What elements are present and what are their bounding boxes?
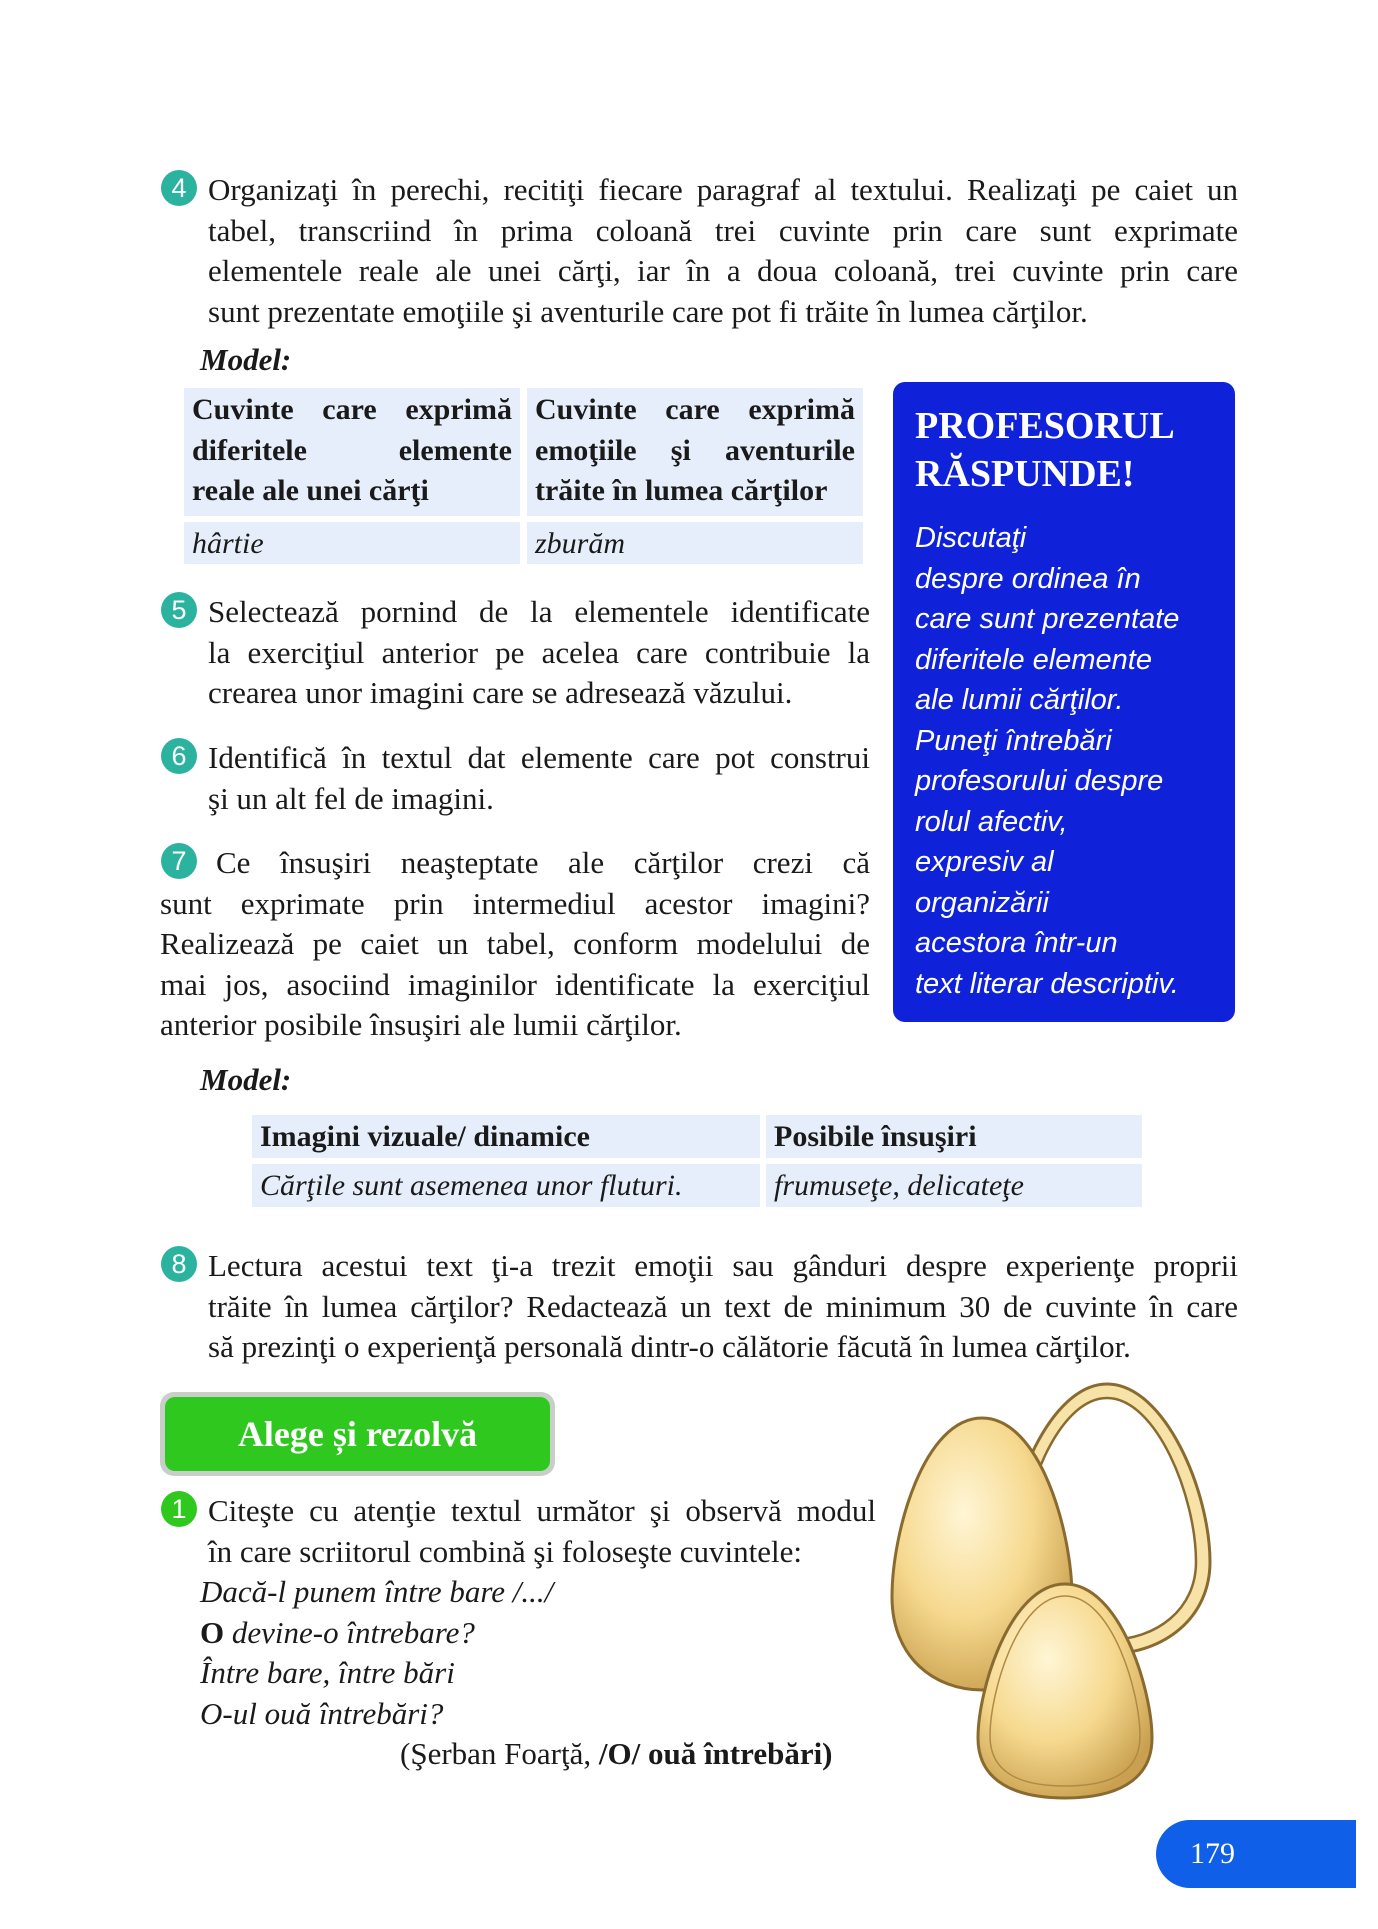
text-line: Ce însuşiri neaşteptate ale cărţilor crezi că — [216, 845, 870, 880]
text-line: Citeşte cu atenţie textul următor şi observă modul — [208, 1493, 876, 1528]
table2-cell: frumuseţe, delicateţe — [766, 1164, 1142, 1207]
exercise-6-text — [208, 738, 870, 819]
exercise-5-text — [208, 592, 870, 714]
title-line: RĂSPUNDE! — [915, 453, 1135, 495]
table2-cell: Cărţile sunt asemenea unor fluturi. — [252, 1164, 760, 1207]
text-line: Selectează pornind de la elementele identificate — [208, 594, 870, 629]
poem-line-rest: devine-o întrebare? — [224, 1614, 475, 1650]
text-line: la exerciţiul anterior pe acelea care contribuie la — [208, 634, 870, 670]
text-line: să prezinţi o experienţă personală dintr-o călătorie făcută în lumea cărţilor. — [208, 1329, 1131, 1364]
sidebar-line: despre ordinea în — [915, 562, 1141, 595]
text-line: mai jos, asociind imaginilor identificate la exerciţiul — [160, 966, 870, 1002]
text-line: sunt prezentate emoţiile şi aventurile care pot fi trăite în lumea cărţilor. — [208, 293, 1088, 329]
citation-title: /O/ ouă întrebări) — [598, 1736, 833, 1771]
teacher-answers-title — [915, 402, 1213, 498]
sidebar-line: diferitele elemente — [915, 643, 1152, 676]
sidebar-line: acestora într-un — [915, 927, 1118, 959]
exercise-number-badge: 4 — [161, 170, 197, 206]
teacher-answers-body — [915, 518, 1213, 1004]
table2-header-cell-1: Imagini vizuale/ dinamice — [252, 1115, 760, 1158]
citation-author: (Şerban Foarţă, — [400, 1736, 599, 1771]
sidebar-line: expresiv al — [915, 846, 1054, 878]
choose-and-solve-button[interactable] — [160, 1392, 555, 1476]
table1-cell: hârtie — [184, 522, 520, 564]
text-line: Identifică în textul dat elemente care pot construi — [208, 740, 870, 775]
header-line: reale ale unei cărţi — [192, 474, 429, 507]
eggs-illustration — [880, 1372, 1220, 1802]
sidebar-line: Discutaţi — [915, 522, 1027, 554]
sidebar-line: organizării — [915, 886, 1049, 919]
exercise-number-badge: 6 — [161, 738, 197, 774]
table1-header-cell-2 — [527, 388, 863, 516]
text-line: Realizează pe caiet un tabel, conform modelului de — [160, 926, 870, 961]
citation — [400, 1734, 880, 1775]
poem-line: Dacă-l punem între bare /.../ — [200, 1574, 554, 1609]
header-line: diferitele elemente — [192, 433, 512, 467]
header-line: Cuvinte care exprimă — [192, 393, 512, 426]
text-line: trăite în lumea cărţilor? Redactează un text de minimum 30 de cuvinte în care — [208, 1288, 1238, 1324]
text-line: tabel, transcriind în prima coloană trei cuvinte prin care sunt exprimate — [208, 212, 1238, 248]
poem-line: O-ul ouă întrebări? — [200, 1695, 444, 1731]
header-line: Cuvinte care exprimă — [535, 393, 855, 426]
text-line: în care scriitorul combină şi foloseşte cuvintele: — [208, 1533, 802, 1569]
task-1-text — [208, 1491, 876, 1572]
exercise-7-text — [160, 843, 870, 1046]
text-line: Lectura acestui text ţi-a trezit emoţii sau gânduri despre experienţe proprii — [208, 1248, 1238, 1283]
choose-and-solve-label: Alege și rezolvă — [165, 1397, 550, 1471]
text-line: elementele reale ale unei cărţi, iar în a doua coloană, trei cuvinte prin care — [208, 253, 1238, 288]
exercise-number-badge: 1 — [161, 1491, 197, 1527]
exercise-number-badge: 7 — [161, 843, 197, 879]
sidebar-line: profesorului despre — [915, 765, 1164, 797]
model-label: Model: — [200, 1062, 292, 1097]
exercise-8-text — [208, 1246, 1238, 1368]
title-line: PROFESORUL — [915, 405, 1175, 447]
text-line: Organizaţi în perechi, recitiţi fiecare paragraf al textului. Realizaţi pe caiet un — [208, 172, 1238, 207]
sidebar-line: text literar descriptiv. — [915, 967, 1179, 1000]
text-line: sunt exprimate prin intermediul acestor imagini? — [160, 885, 870, 921]
model-label: Model: — [200, 342, 292, 377]
text-line: anterior posibile însuşiri ale lumii cărţilor. — [160, 1007, 682, 1042]
table1-header-cell-1 — [184, 388, 520, 516]
exercise-number-badge: 5 — [161, 592, 197, 628]
text-line: şi un alt fel de imagini. — [208, 780, 494, 816]
table2-header-cell-2: Posibile însuşiri — [766, 1115, 1142, 1158]
teacher-answers-box — [893, 382, 1235, 1022]
exercise-number-badge: 8 — [161, 1246, 197, 1282]
text-line: crearea unor imagini care se adresează văzului. — [208, 675, 793, 710]
sidebar-line: ale lumii cărţilor. — [915, 684, 1124, 716]
page-number: 179 — [1156, 1820, 1356, 1888]
poem-line — [200, 1613, 880, 1654]
sidebar-line: care sunt prezentate — [915, 603, 1180, 635]
header-line: trăite în lumea cărţilor — [535, 474, 828, 507]
exercise-4-text — [208, 170, 1238, 332]
sidebar-line: Puneţi întrebări — [915, 724, 1112, 757]
poem — [200, 1572, 880, 1734]
sidebar-line: rolul afectiv, — [915, 805, 1068, 838]
bold-letter: O — [200, 1614, 225, 1650]
table1-cell: zburăm — [527, 522, 863, 564]
header-line: emoţiile şi aventurile — [535, 433, 855, 467]
poem-line: Între bare, între bări — [200, 1655, 455, 1690]
